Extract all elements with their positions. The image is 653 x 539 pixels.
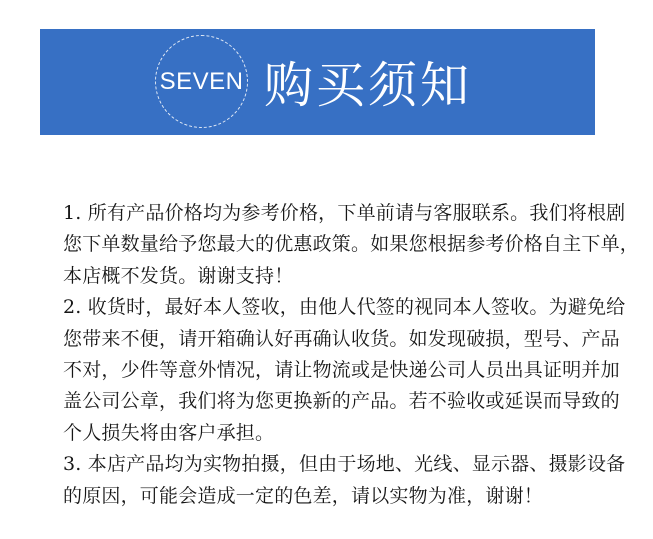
notice-line: 不对，少件等意外情况，请让物流或是快递公司人员出具证明并加 [63, 359, 620, 382]
purchase-notice-banner [40, 29, 595, 135]
notice-line: 您带来不便，请开箱确认好再确认收货。如发现破损，型号、产品 [63, 327, 620, 350]
notice-line: 您下单数量给予您最大的优惠政策。如果您根据参考价格自主下单， [63, 233, 640, 256]
notice-line: 3. 本店产品均为实物拍摄，但由于场地、光线、显示器、摄影设备 [63, 453, 626, 476]
seven-brand-circle [155, 35, 248, 128]
notice-line: 1. 所有产品价格均为参考价格，下单前请与客服联系。我们将根剧 [63, 202, 626, 224]
notice-line: 的原因，可能会造成一定的色差，请以实物为准，谢谢！ [63, 484, 544, 507]
brand-logo-text: SEVEN [159, 67, 244, 95]
notice-text-block [63, 198, 640, 512]
notice-line: 个人损失将由客户承担。 [63, 421, 275, 444]
notice-line: 2. 收货时，最好本人签收，由他人代签的视同本人签收。为避免给 [63, 296, 626, 319]
notice-line: 盖公司公章，我们将为您更换新的产品。若不验收或延误而导致的 [63, 390, 620, 413]
notice-line: 本店概不发货。谢谢支持！ [63, 264, 294, 287]
page-title: 购买须知 [264, 57, 473, 114]
